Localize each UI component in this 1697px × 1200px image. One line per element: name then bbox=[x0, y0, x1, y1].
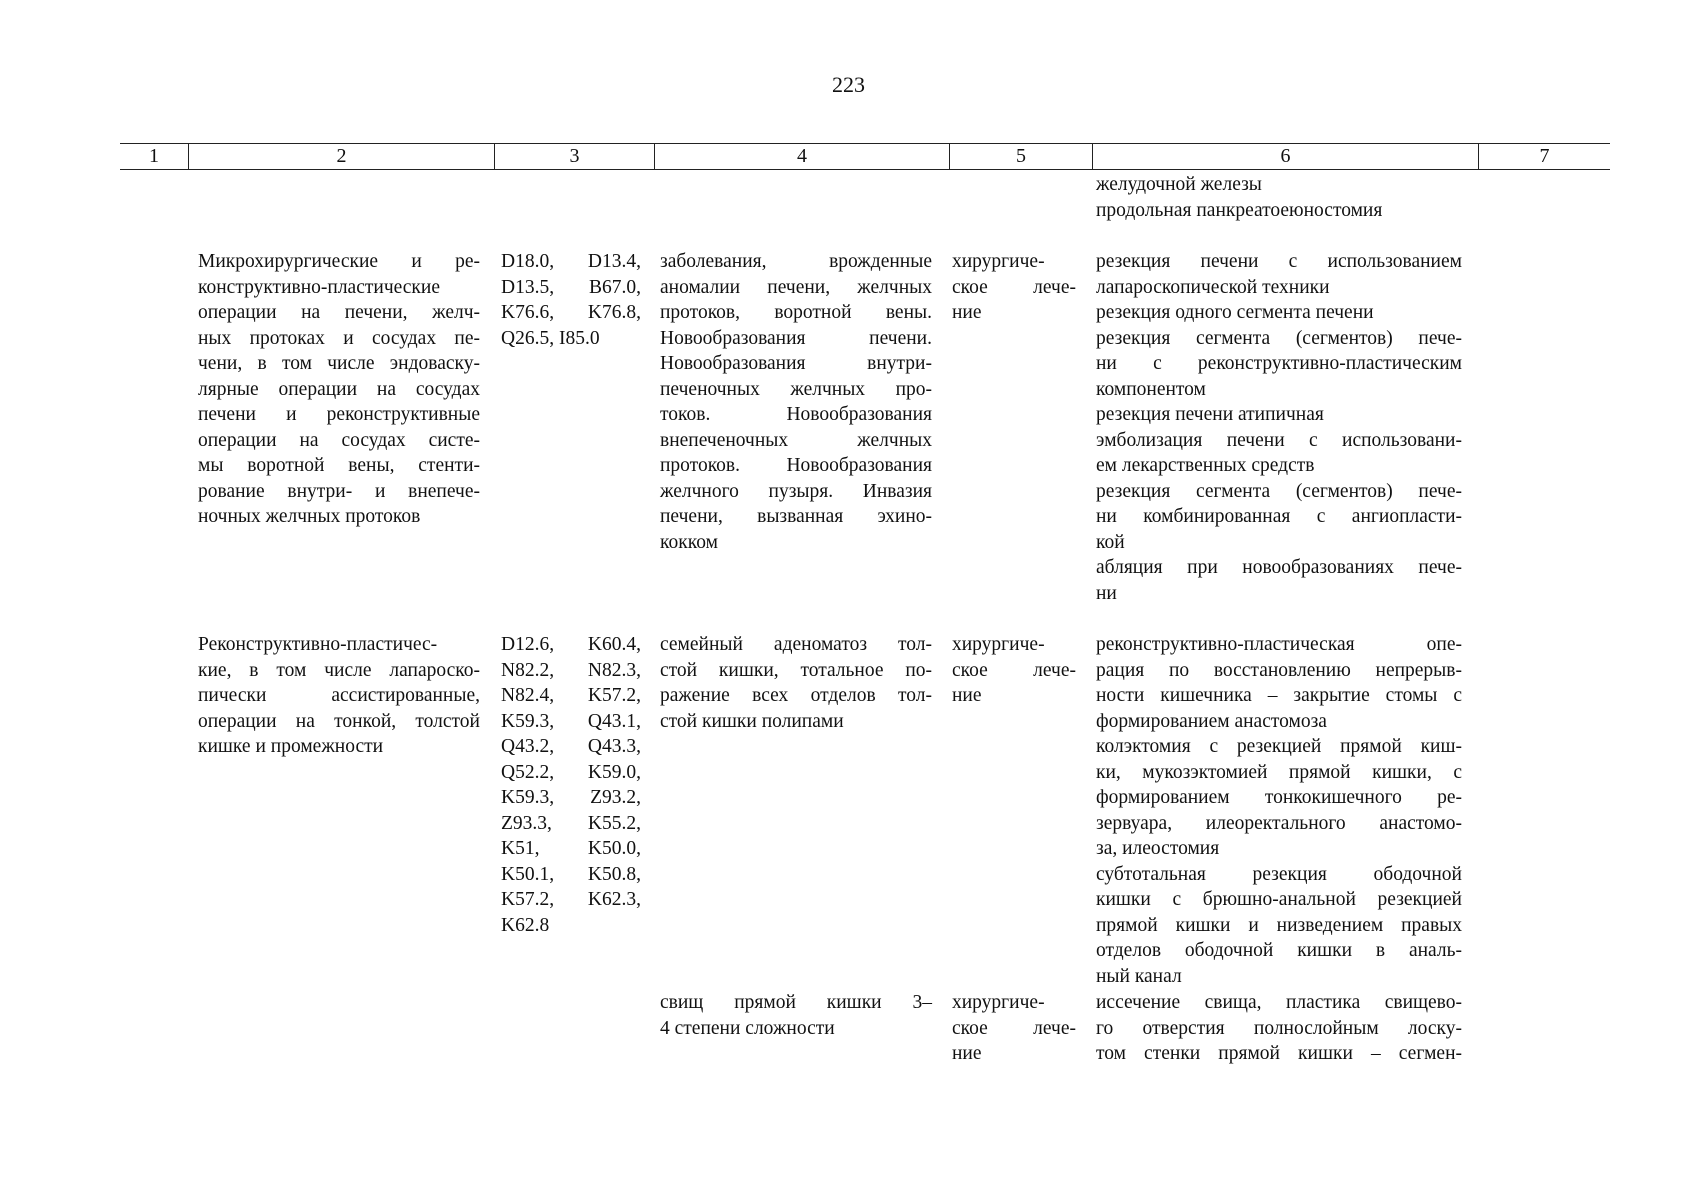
method-line: ности кишечника – закрытие стомы с bbox=[1096, 685, 1462, 706]
method-line: том стенки прямой кишки – сегмен- bbox=[1096, 1043, 1462, 1064]
code: K76.6, bbox=[501, 302, 555, 323]
code: N82.3, bbox=[587, 659, 641, 681]
method-line: ни bbox=[1096, 582, 1117, 604]
row2-treatment-1 bbox=[952, 632, 1076, 709]
method-line: резекция сегмента (сегментов) пече- bbox=[1096, 327, 1462, 349]
treatment-line: ние bbox=[952, 685, 982, 706]
row1-methods bbox=[1096, 249, 1462, 606]
method-line: резекция сегмента (сегментов) пече- bbox=[1096, 480, 1462, 502]
code: Z93.3, bbox=[501, 812, 552, 834]
disease-line: токов. Новообразования bbox=[660, 404, 932, 425]
disease-line: 4 степени сложности bbox=[660, 1017, 835, 1039]
disease-line: протоков, воротной вены. bbox=[660, 302, 932, 323]
page-number: 223 bbox=[832, 72, 865, 97]
code: K55.2, bbox=[587, 812, 641, 834]
name-line: печени и реконструктивные bbox=[198, 404, 480, 425]
name-line: операции на печени, желч- bbox=[198, 302, 480, 323]
row2-disease-2 bbox=[660, 990, 932, 1041]
code: K57.2, bbox=[587, 685, 641, 706]
name-line: мы воротной вены, стенти- bbox=[198, 455, 480, 476]
method-line: эмболизация печени с использовани- bbox=[1096, 429, 1462, 451]
disease-line: ражение всех отделов тол- bbox=[660, 685, 932, 706]
disease-line: желчного пузыря. Инвазия bbox=[660, 480, 932, 502]
row1-disease bbox=[660, 249, 932, 555]
treatment-line: хирургиче- bbox=[952, 634, 1045, 655]
code-row bbox=[501, 326, 641, 352]
code-row bbox=[501, 709, 641, 735]
method-line: реконструктивно-пластическая опе- bbox=[1096, 634, 1462, 655]
name-line: пически ассистированные, bbox=[198, 685, 480, 706]
continuation-methods bbox=[1096, 172, 1486, 223]
method-line: иссечение свища, пластика свищево- bbox=[1096, 992, 1462, 1013]
method-line: компонентом bbox=[1096, 378, 1206, 400]
method-line: формированием анастомоза bbox=[1096, 710, 1327, 732]
method-line: ни с реконструктивно-пластическим bbox=[1096, 353, 1462, 374]
method-line: субтотальная резекция ободочной bbox=[1096, 863, 1462, 885]
treatment-line: ние bbox=[952, 302, 982, 323]
code: D12.6, bbox=[501, 634, 555, 655]
method-line: го отверстия полнослойным лоску- bbox=[1096, 1017, 1462, 1039]
method-line: ни комбинированная с ангиопласти- bbox=[1096, 506, 1462, 527]
name-line: лярные операции на сосудах bbox=[198, 378, 480, 400]
row2-disease-1 bbox=[660, 632, 932, 734]
method-line: резекция одного сегмента печени bbox=[1096, 302, 1374, 323]
code: K62.8 bbox=[501, 914, 550, 936]
name-line: конструктивно-пластические bbox=[198, 276, 440, 298]
column-header-7: 7 bbox=[1478, 144, 1610, 169]
name-line: ночных желчных протоков bbox=[198, 506, 421, 527]
method-line: рация по восстановлению непрерыв- bbox=[1096, 659, 1462, 681]
column-header-3: 3 bbox=[494, 144, 654, 169]
column-header-6: 6 bbox=[1092, 144, 1478, 169]
code-row bbox=[501, 811, 641, 837]
disease-line: печени, вызванная эхино- bbox=[660, 506, 932, 527]
column-header-1: 1 bbox=[149, 145, 159, 167]
code: N82.2, bbox=[501, 659, 555, 681]
method-line: колэктомия с резекцией прямой киш- bbox=[1096, 736, 1462, 757]
code: K59.0, bbox=[587, 761, 641, 783]
table-header-row bbox=[120, 143, 1610, 170]
name-line: кие, в том числе лапароско- bbox=[198, 659, 480, 681]
code-row bbox=[501, 249, 641, 275]
column-header-4: 4 bbox=[654, 144, 949, 169]
code: B67.0, bbox=[588, 276, 641, 298]
code: D13.5, bbox=[501, 276, 555, 298]
name-line: операции на тонкой, толстой bbox=[198, 710, 480, 732]
code-row bbox=[501, 300, 641, 326]
row1-treatment bbox=[952, 249, 1076, 326]
code-row bbox=[501, 785, 641, 811]
method-line: желудочной железы bbox=[1096, 174, 1262, 195]
code: K59.3, bbox=[501, 710, 555, 732]
method-line: кишки с брюшно-анальной резекцией bbox=[1096, 889, 1462, 910]
method-line: зервуара, илеоректального анастомо- bbox=[1096, 812, 1462, 834]
row1-name bbox=[198, 249, 480, 530]
code: Q26.5, I85.0 bbox=[501, 327, 600, 349]
treatment-line: хирургиче- bbox=[952, 992, 1045, 1013]
name-line: Реконструктивно-пластичес- bbox=[198, 634, 438, 655]
disease-line: заболевания, врожденные bbox=[660, 251, 932, 272]
column-header-5: 5 bbox=[949, 144, 1092, 169]
method-line: за, илеостомия bbox=[1096, 838, 1220, 859]
column-header-2: 2 bbox=[188, 144, 494, 169]
code-row bbox=[501, 658, 641, 684]
disease-line: свищ прямой кишки 3– bbox=[660, 992, 932, 1013]
code: K62.3, bbox=[587, 889, 641, 910]
row1-codes bbox=[501, 249, 641, 351]
code-row bbox=[501, 862, 641, 888]
method-line: резекция печени с использованием bbox=[1096, 251, 1462, 272]
row2-methods-1 bbox=[1096, 632, 1462, 989]
name-line: кишке и промежности bbox=[198, 736, 384, 757]
code: Q43.3, bbox=[587, 736, 641, 757]
code-row bbox=[501, 836, 641, 862]
name-line: Микрохирургические и ре- bbox=[198, 251, 480, 272]
method-line: ный канал bbox=[1096, 965, 1182, 987]
name-line: ных протоках и сосудах пе- bbox=[198, 327, 480, 349]
disease-line: Новообразования внутри- bbox=[660, 353, 932, 374]
code: Q52.2, bbox=[501, 761, 555, 783]
disease-line: внепеченочных желчных bbox=[660, 429, 932, 451]
code: K50.0, bbox=[587, 838, 641, 859]
name-line: операции на сосудах систе- bbox=[198, 429, 480, 451]
row2-codes bbox=[501, 632, 641, 938]
method-line: формированием тонкокишечного ре- bbox=[1096, 787, 1462, 808]
code-row bbox=[501, 887, 641, 913]
treatment-line: хирургиче- bbox=[952, 251, 1045, 272]
row2-treatment-2 bbox=[952, 990, 1076, 1067]
disease-line: аномалии печени, желчных bbox=[660, 276, 932, 298]
method-line: ем лекарственных средств bbox=[1096, 455, 1315, 476]
code: Z93.2, bbox=[590, 787, 641, 808]
code: N82.4, bbox=[501, 685, 555, 706]
row2-methods-2 bbox=[1096, 990, 1462, 1067]
code-row bbox=[501, 275, 641, 301]
code: Q43.1, bbox=[587, 710, 641, 732]
treatment-line: ское лече- bbox=[952, 659, 1076, 681]
disease-line: семейный аденоматоз тол- bbox=[660, 634, 932, 655]
code: D13.4, bbox=[587, 251, 641, 272]
treatment-line: ское лече- bbox=[952, 1017, 1076, 1039]
code: K60.4, bbox=[587, 634, 641, 655]
method-line: ки, мукозэктомией прямой кишки, с bbox=[1096, 761, 1462, 783]
disease-line: Новообразования печени. bbox=[660, 327, 932, 349]
method-line: продольная панкреатоеюностомия bbox=[1096, 199, 1383, 221]
code: Q43.2, bbox=[501, 736, 555, 757]
name-line: рование внутри- и внепече- bbox=[198, 480, 480, 502]
treatment-line: ние bbox=[952, 1043, 982, 1064]
treatment-line: ское лече- bbox=[952, 276, 1076, 298]
code: K76.8, bbox=[587, 302, 641, 323]
code-row bbox=[501, 683, 641, 709]
disease-line: протоков. Новообразования bbox=[660, 455, 932, 476]
method-line: кой bbox=[1096, 531, 1125, 553]
disease-line: печеночных желчных про- bbox=[660, 378, 932, 400]
code: D18.0, bbox=[501, 251, 555, 272]
method-line: прямой кишки и низведением правых bbox=[1096, 914, 1462, 936]
row2-name bbox=[198, 632, 480, 760]
method-line: отделов ободочной кишки в аналь- bbox=[1096, 940, 1462, 961]
code: K50.8, bbox=[587, 863, 641, 885]
code-row bbox=[501, 760, 641, 786]
code: K59.3, bbox=[501, 787, 555, 808]
method-line: абляция при новообразованиях пече- bbox=[1096, 557, 1462, 578]
code: K57.2, bbox=[501, 889, 555, 910]
code-row bbox=[501, 632, 641, 658]
disease-line: стой кишки, тотальное по- bbox=[660, 659, 932, 681]
code-row bbox=[501, 913, 641, 939]
method-line: резекция печени атипичная bbox=[1096, 404, 1324, 425]
method-line: лапароскопической техники bbox=[1096, 276, 1330, 298]
code-row bbox=[501, 734, 641, 760]
disease-line: стой кишки полипами bbox=[660, 710, 844, 732]
code: K50.1, bbox=[501, 863, 555, 885]
disease-line: кокком bbox=[660, 531, 718, 553]
name-line: чени, в том числе эндоваску- bbox=[198, 353, 480, 374]
code: K51, bbox=[501, 838, 540, 859]
